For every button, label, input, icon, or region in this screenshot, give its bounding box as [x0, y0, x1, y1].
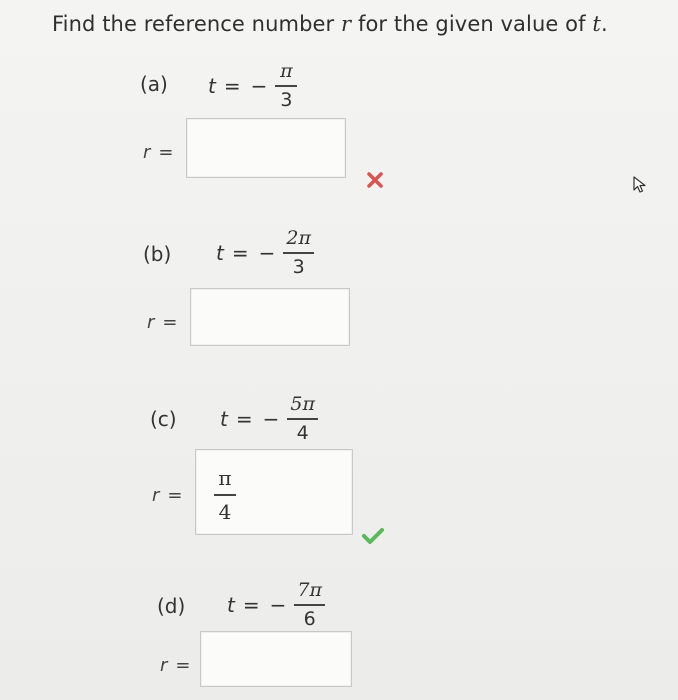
equation-d [227, 580, 325, 630]
x-mark-icon [366, 171, 384, 189]
equation-b [216, 228, 314, 278]
equation-d-var: t [227, 592, 235, 617]
answer-d-label [160, 655, 191, 676]
answer-a-input[interactable] [186, 118, 346, 178]
title-middle: for the given value of [351, 12, 593, 36]
equation-b-fraction [283, 228, 314, 278]
equation-b-denominator: 3 [292, 255, 305, 278]
equation-b-numerator: 2π [286, 227, 311, 249]
answer-c-numerator: π [218, 466, 232, 490]
question-title [52, 12, 608, 36]
equation-d-denominator: 6 [303, 607, 316, 630]
part-label-d: (d) [157, 594, 186, 618]
equation-a [208, 61, 297, 111]
answer-a-label-op: = [158, 142, 174, 163]
answer-c-denominator: 4 [218, 499, 232, 524]
equation-a-var: t [208, 73, 216, 98]
part-label-b: (b) [143, 242, 172, 266]
equation-d-fraction [294, 580, 325, 630]
equation-b-op: = [231, 240, 249, 265]
equation-d-op: = [242, 592, 260, 617]
equation-b-sign: − [258, 240, 276, 265]
part-label-a: (a) [140, 72, 168, 96]
equation-b-var: t [216, 240, 224, 265]
title-suffix: . [600, 12, 608, 36]
equation-c-var: t [220, 406, 228, 431]
equation-d-fraction-bar [294, 604, 325, 606]
equation-a-op: = [223, 73, 241, 98]
equation-d-numerator: 7π [297, 579, 322, 601]
equation-a-sign: − [250, 73, 268, 98]
answer-b-label-var: r [147, 312, 155, 333]
equation-c-fraction [287, 394, 318, 444]
equation-c-numerator: 5π [290, 393, 315, 415]
equation-a-fraction-bar [275, 85, 297, 87]
answer-d-label-op: = [175, 655, 191, 676]
equation-a-fraction [275, 61, 297, 111]
equation-a-denominator: 3 [280, 88, 293, 111]
title-var-r: r [341, 12, 352, 36]
answer-c-fraction-bar [214, 494, 236, 496]
answer-a-label-var: r [143, 142, 151, 163]
mouse-pointer-icon [632, 175, 648, 195]
answer-b-input[interactable] [190, 288, 350, 346]
check-mark-icon [362, 527, 384, 545]
equation-c [220, 394, 318, 444]
answer-c-fraction [214, 466, 236, 524]
answer-d-input[interactable] [200, 631, 352, 687]
title-var-t: t [592, 12, 601, 36]
equation-b-fraction-bar [283, 252, 314, 254]
answer-c-label-var: r [152, 485, 160, 506]
answer-c-label-op: = [167, 485, 183, 506]
part-label-c: (c) [150, 407, 177, 431]
answer-a-label [143, 142, 174, 163]
equation-c-denominator: 4 [296, 421, 309, 444]
equation-a-numerator: π [280, 60, 293, 82]
title-prefix: Find the reference number [52, 12, 342, 36]
equation-c-fraction-bar [287, 418, 318, 420]
equation-d-sign: − [269, 592, 287, 617]
answer-b-label [147, 312, 178, 333]
equation-c-op: = [235, 406, 253, 431]
answer-b-label-op: = [162, 312, 178, 333]
equation-c-sign: − [262, 406, 280, 431]
answer-c-label [152, 485, 183, 506]
answer-d-label-var: r [160, 655, 168, 676]
